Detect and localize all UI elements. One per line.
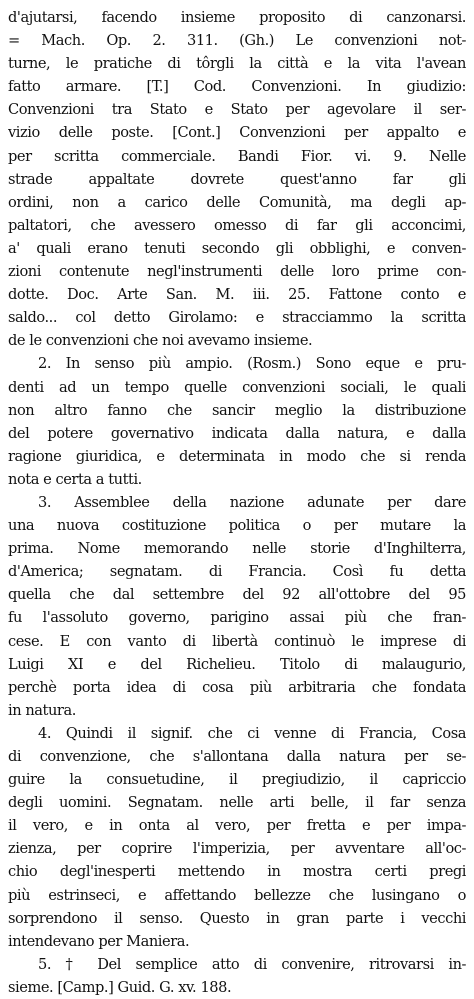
text-line: di convenzione, che s'allontana dalla natura per se-	[8, 748, 466, 765]
sense-5-line: 5. † Del semplice atto di convenire, ritrovarsi in-	[38, 955, 466, 973]
entry-text	[8, 6, 466, 999]
text-line: perchè porta idea di cosa più arbitraria che fondata	[8, 678, 466, 696]
sense-2-line: 2. In senso più ampio. (Rosm.) Sono eque e pru-	[38, 355, 466, 373]
text-line: quella che dal settembre del 92 all'ottobre del 95	[8, 586, 466, 604]
text-line: paltatori, che avessero omesso di far gli acconcimi,	[8, 216, 466, 234]
text-line: fatto armare. [T.] Cod. Convenzioni. In giudizio:	[8, 78, 466, 96]
sense-4-line: 4. Quindi il signif. che ci venne di Francia, Cosa	[38, 724, 466, 742]
text-line: ordini, non a carico delle Comunità, ma degli ap-	[8, 193, 466, 211]
text-line: turne, le pratiche di tôrgli la città e la vita l'avean	[8, 55, 466, 73]
text-line: per scritta commerciale. Bandi Fior. vi. 9. Nelle	[8, 147, 466, 165]
text-line: Luigi XI e del Richelieu. Titolo di malaugurio,	[8, 655, 466, 673]
text-line: sieme. [Camp.] Guid. G. xv. 188.	[8, 978, 232, 996]
text-line: non altro fanno che sancir meglio la distribuzione	[8, 401, 466, 419]
text-line: = Mach. Op. 2. 311. (Gh.) Le convenzioni not-	[8, 32, 466, 50]
text-line: cese. E con vanto di libertà continuò le imprese di	[8, 632, 466, 650]
text-line: dotte. Doc. Arte San. M. iii. 25. Fattone conto e	[8, 286, 466, 304]
text-line: intendevano per Maniera.	[8, 932, 190, 950]
text-line: a' quali erano tenuti secondo gli obblighi, e conven-	[8, 239, 466, 257]
text-line: del potere governativo indicata dalla natura, e dalla	[8, 424, 466, 442]
text-line: zioni contenute negl'instrumenti delle loro prime con-	[8, 263, 466, 281]
text-line: d'ajutarsi, facendo insieme proposito di canzonarsi.	[8, 9, 466, 26]
text-line: strade appaltate dovrete quest'anno far gli	[8, 170, 466, 188]
text-line: guire la consuetudine, il pregiudizio, il capriccio	[8, 771, 466, 789]
text-line: saldo... col detto Girolamo: e stracciammo la scritta	[8, 309, 466, 327]
text-line: fu l'assoluto governo, parigino assai più che fran-	[8, 609, 466, 627]
text-line: il vero, e in onta al vero, per fretta e per impa-	[8, 817, 466, 835]
text-line: Convenzioni tra Stato e Stato per agevolare il ser-	[8, 101, 466, 119]
text-line: de le convenzioni che noi avevamo insieme.	[8, 332, 313, 350]
text-line: nota e certa a tutti.	[8, 470, 142, 488]
text-line: chio degl'inesperti mettendo in mostra certi pregi	[8, 863, 466, 881]
sense-3-line: 3. Assemblee della nazione adunate per dare	[38, 493, 466, 511]
text-line: prima. Nome memorando nelle storie d'Inghilterra,	[8, 540, 466, 558]
text-line: zienza, per coprire l'imperizia, per avventare all'oc-	[8, 840, 466, 858]
text-line: in natura.	[8, 701, 76, 719]
text-line: una nuova costituzione politica o per mutare la	[8, 517, 466, 535]
text-line: ragione giuridica, e determinata in modo che si renda	[8, 447, 466, 465]
text-line: denti ad un tempo quelle convenzioni sociali, le quali	[8, 378, 466, 396]
text-line: vizio delle poste. [Cont.] Convenzioni per appalto e	[8, 124, 466, 142]
text-line: d'America; segnatam. di Francia. Così fu detta	[8, 563, 466, 581]
text-line: sorprendono il senso. Questo in gran parte i vecchi	[8, 909, 466, 927]
text-line: più estrinseci, e affettando bellezze che lusingano o	[8, 886, 466, 904]
text-line: degli uomini. Segnatam. nelle arti belle, il far senza	[8, 794, 466, 812]
